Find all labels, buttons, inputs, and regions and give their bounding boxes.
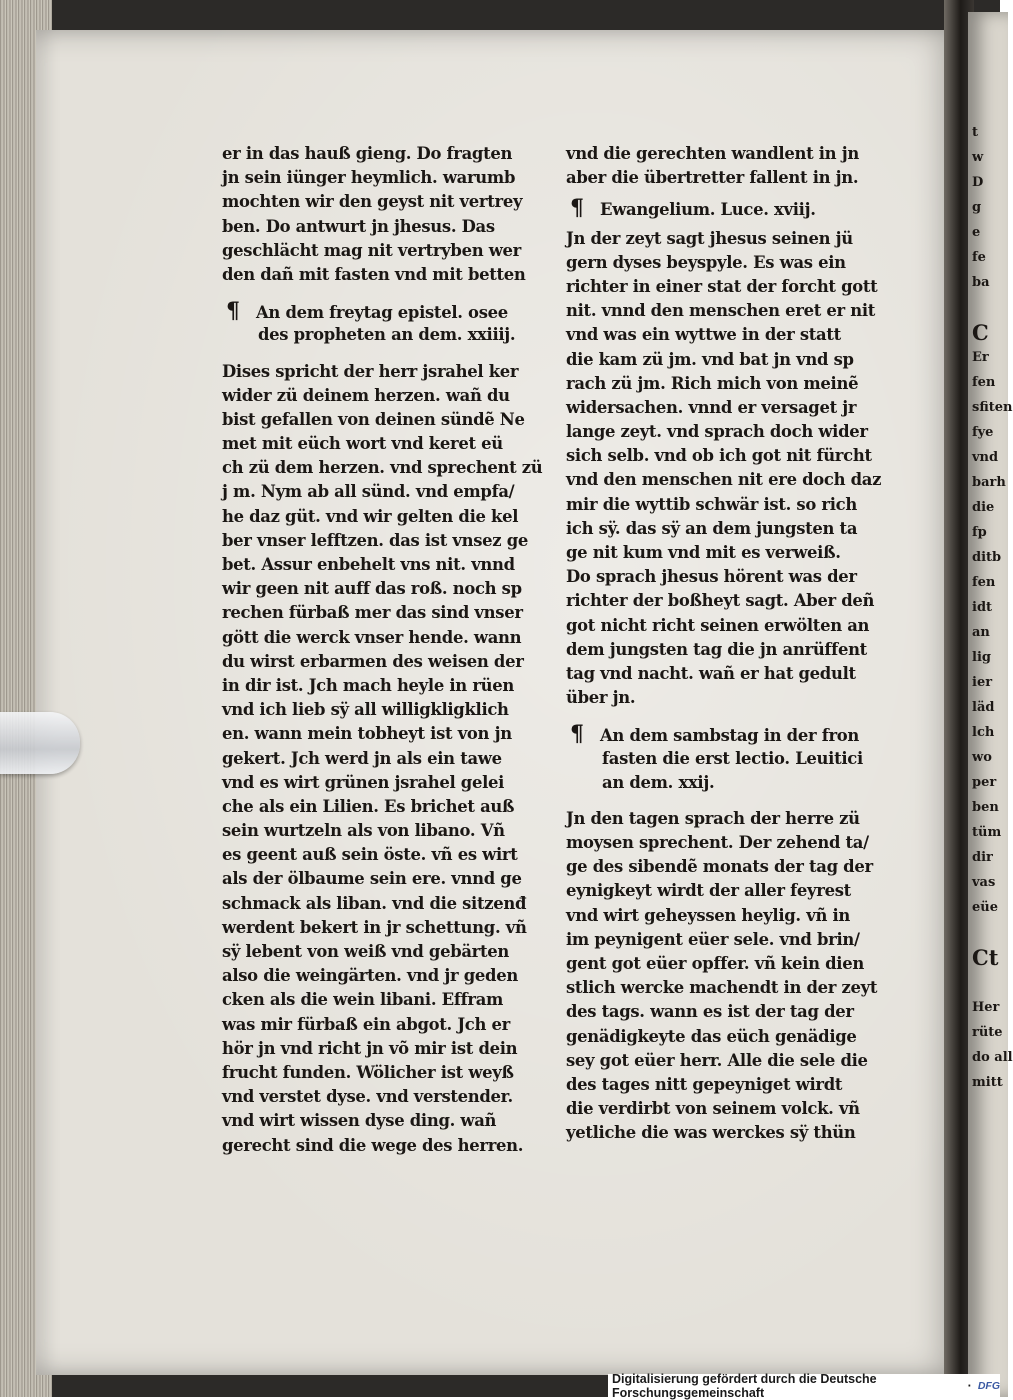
text-line: vnd es wirt grünen jsrahel gelei [222,772,505,792]
text-line: Do sprach jhesus hörent was der [566,567,857,587]
text-line: vnd wirt geheyssen heylig. vñ in [566,905,851,925]
paragraph-spacer [566,710,898,722]
paragraph-spacer [566,795,898,807]
text-line: Dises spricht der herr jsrahel ker [222,361,519,381]
fragment-line: lig [972,650,991,665]
section-heading-line: des propheten an dem. xxiiij. [258,325,516,345]
text-line: stlich wercke machendt in der zeyt [566,978,878,998]
text-line: geschlächt mag nit vertryben wer [222,240,521,260]
text-line: vnd den menschen nit ere doch daz [566,470,882,490]
digitization-credit-bar [608,1371,1000,1400]
fragment-line: fye [972,425,994,440]
text-line: dem jungsten tag die jn anrüffent [566,639,867,659]
text-line: ge des sibendẽ monats der tag der [566,857,873,877]
plastic-page-clip [0,712,80,774]
text-line: got nicht richt seinen erwölten an [566,615,870,635]
text-line: richter in einer stat der forcht gott [566,276,878,296]
text-line: gött die werck vnser hende. wann [222,627,522,647]
fragment-line: eüe [972,900,998,915]
fragment-line: wo [972,750,992,765]
text-line: gerecht sind die wege des herren. [222,1135,524,1155]
section-heading-line: fasten die erst lectio. Leuitici [602,748,863,768]
text-line: vnd was ein wyttwe in der statt [566,325,841,345]
text-line: was mir fürbaß ein abgot. Jch er [222,1014,510,1034]
text-line: über jn. [566,688,636,708]
text-line: des tages nitt gepeyniget wirdt [566,1074,843,1094]
text-line: rach zü jm. Rich mich von meinẽ [566,373,859,393]
text-line: ich sÿ. das sÿ an dem jungsten ta [566,518,858,538]
text-line: vnd ich lieb sÿ all willigkligklich [222,700,509,720]
fragment-line: an [972,625,990,640]
text-line: den dañ mit fasten vnd mit betten [222,264,526,284]
text-line: ch zü dem herzen. vnd sprechent zü [222,458,543,478]
text-line: werdent bekert in jr schettung. vñ [222,917,527,937]
fragment-line: fe [972,250,986,265]
text-line: ben. Do antwurt jn jhesus. Das [222,216,495,236]
text-line: also die weingärten. vnd jr geden [222,966,518,986]
text-line: bist gefallen von deinen sündẽ Ne [222,409,525,429]
fragment-line: fen [972,375,996,390]
text-line: hör jn vnd richt jn võ mir ist dein [222,1038,518,1058]
fragment-line: vnd [972,450,999,465]
text-line: he daz güt. vnd wir gelten die kel [222,506,519,526]
text-line: im peynigent eüer sele. vnd brin/ [566,929,860,949]
text-line: vnd verstet dyse. vnd verstender. [222,1087,513,1107]
fragment-line [972,920,1002,945]
text-line: cken als die wein libani. Effram [222,990,504,1010]
fragment-line: Er [972,350,989,365]
text-line: die kam zü jm. vnd bat jn vnd sp [566,349,854,369]
section-heading-line [566,196,898,220]
fragment-line: ben [972,800,999,815]
fragment-line: t [972,125,979,140]
fragment-line: läd [972,700,995,715]
text-line: mochten wir den geyst nit vertrey [222,192,523,212]
heading-text: Ewangelium. Luce. xviij. [600,200,816,220]
fragment-line: mitt [972,1075,1003,1090]
credit-text: Digitalisierung gefördert durch die Deutsche Forschungsgemeinschaft [612,1371,877,1400]
fragment-line: sfiten [972,400,1013,415]
text-line: widersachen. vnnd er versaget jr [566,397,857,417]
text-line: vnd die gerechten wandlent in jn [566,144,859,163]
fragment-line [972,295,1002,320]
section-heading-line [222,299,552,323]
text-line: en. wann mein tobheyt ist von jn [222,724,512,744]
dfg-logo: DFG [977,1379,1000,1392]
text-line: er in das hauß gieng. Do fragten [222,144,513,163]
fragment-line: idt [972,600,993,615]
heading-text: An dem freytag epistel. osee [256,303,508,323]
fragment-line: fen [972,575,996,590]
fragment-line: e [972,225,981,240]
text-line: richter der boßheyt sagt. Aber deñ [566,591,875,611]
pilcrow-mark: ¶ [226,298,240,325]
text-line: met mit eüch wort vnd keret eü [222,434,503,454]
text-line: tag vnd nacht. wañ er hat gedult [566,663,856,683]
text-line: ber vnser lefftzen. das ist vnsez ge [222,530,529,550]
text-line: rechen fürbaß mer das sind vnser [222,603,523,623]
text-line: schmack als liban. vnd die sitzenđ [222,893,527,913]
text-line: sey got eüer herr. Alle die sele die [566,1050,868,1070]
text-line: es geent auß sein öste. vñ es wirt [222,845,518,865]
fragment-line: lch [972,725,995,740]
paragraph-spacer [222,348,552,360]
fragment-line: C [972,320,989,345]
paragraph-spacer [222,287,552,299]
text-line: in dir ist. Jch mach heyle in rüen [222,675,515,695]
text-line: yetliche die was werckes sÿ thün [566,1123,856,1143]
credit-separator: · [967,1378,972,1393]
fragment-line: D [972,175,984,190]
text-line: sich selb. vnd ob ich got nit fürcht [566,446,872,466]
fragment-line: ditb [972,550,1002,565]
fragment-line: dir [972,850,993,865]
fragment-line: g [972,200,982,215]
text-line: gekert. Jch werd jn als ein tawe [222,748,502,768]
text-line: lange zeyt. vnd sprach doch wider [566,422,868,442]
fragment-line: ba [972,275,990,290]
text-line: du wirst erbarmen des weisen der [222,651,524,671]
fragment-line: die [972,500,995,515]
text-line: genädigkeyte das eüch genädige [566,1026,857,1046]
right-text-column [566,142,898,1146]
text-line: moysen sprechent. Der zehend ta/ [566,833,869,853]
text-line: des tags. wann es ist der tag der [566,1002,854,1022]
fragment-line: Her [972,1000,1000,1015]
left-text-column [222,142,552,1158]
text-line: gent got eüer opffer. vñ kein dien [566,954,864,973]
text-line: die verdirbt von seinem volck. vñ [566,1099,860,1119]
text-line: che als ein Lilien. Es brichet auß [222,796,515,816]
fragment-line: ier [972,675,993,690]
text-line: nit. vnnd den menschen eret er nit [566,301,876,321]
text-line: vnd wirt wissen dyse ding. wañ [222,1111,497,1131]
text-line: gern dyses beyspyle. Es was ein [566,252,846,272]
text-line: sein wurtzeln als von libano. Vñ [222,821,505,841]
facing-page-text-fragment [972,120,1013,1095]
section-heading-line [566,722,898,746]
pilcrow-mark: ¶ [570,195,584,222]
fragment-line: vas [972,875,996,890]
text-line: sÿ lebent von weiß vnd gebärten [222,942,510,961]
text-line: bet. Assur enbehelt vns nit. vnnd [222,555,515,574]
text-line: als der ölbaume sein ere. vnnd ge [222,869,522,889]
fragment-line: barh [972,475,1006,490]
section-heading-line: an dem. xxij. [602,772,715,792]
text-line: eynigkeyt wirdt der aller feyrest [566,881,851,901]
fragment-line: do all [972,1050,1013,1065]
text-line: wider zü deinem herzen. wañ du [222,385,510,405]
fragment-line: tüm [972,825,1002,840]
fragment-line: rüte [972,1025,1003,1040]
fragment-line [972,970,1002,995]
fragment-line: Ct [972,945,999,970]
text-line: ge nit kum vnd mit es verweiß. [566,543,841,562]
text-line: mir die wyttib schwär ist. so rich [566,494,857,514]
text-line: wir geen nit auff das roß. noch sp [222,579,522,599]
pilcrow-mark: ¶ [570,721,584,748]
fragment-line: w [972,150,984,165]
text-line: Jn der zeyt sagt jhesus seinen jü [566,228,853,248]
text-line: frucht funden. Wölicher ist weyß [222,1062,514,1082]
text-line: aber die übertretter fallent in jn. [566,168,859,188]
text-line: Jn den tagen sprach der herre zü [566,808,860,828]
fragment-line: fp [972,525,987,540]
text-line: jn sein iünger heymlich. warumb [222,168,516,188]
fragment-line: per [972,775,997,790]
text-line: j m. Nym ab all sünd. vnd empfa/ [222,482,515,502]
heading-text: An dem sambstag in der fron [600,726,860,746]
